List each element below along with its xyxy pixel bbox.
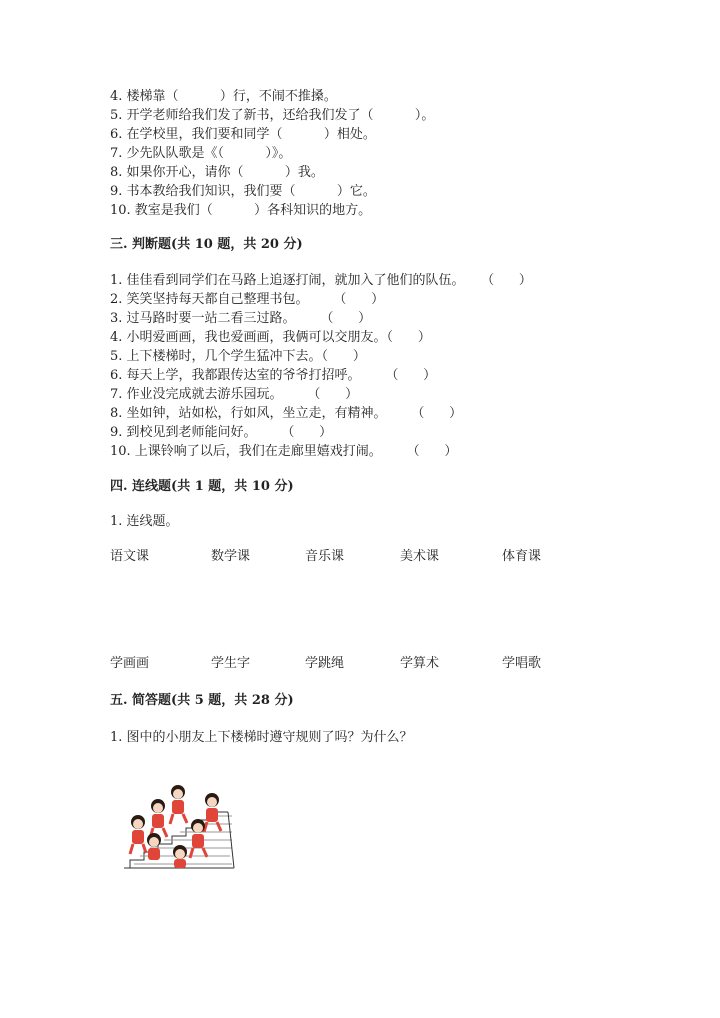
match-bottom-jumprope[interactable]: 学跳绳: [305, 656, 345, 671]
fill-blank-item-10: 10. 教室是我们（ ）各科知识的地方。: [110, 203, 372, 218]
fill-blank-item-5: 5. 开学老师给我们发了新书，还给我们发了（ ）。: [110, 108, 435, 123]
match-top-music[interactable]: 音乐课: [305, 549, 345, 564]
matching-question: 1. 连线题。: [110, 514, 179, 529]
match-top-chinese[interactable]: 语文课: [110, 549, 150, 564]
fill-blank-item-8: 8. 如果你开心，请你（ ）我。: [110, 165, 324, 180]
match-top-math[interactable]: 数学课: [211, 549, 251, 564]
judge-item-10: 10. 上课铃响了以后，我们在走廊里嬉戏打闹。 （ ）: [110, 444, 458, 459]
judge-item-6: 6. 每天上学，我都跟传达室的爷爷打招呼。 （ ）: [110, 368, 437, 383]
judge-item-9: 9. 到校见到老师能问好。 （ ）: [110, 425, 333, 440]
judge-item-5: 5. 上下楼梯时，几个学生猛冲下去。（ ）: [110, 349, 366, 364]
match-top-pe[interactable]: 体育课: [502, 549, 542, 564]
match-bottom-drawing[interactable]: 学画画: [110, 656, 150, 671]
judge-item-2: 2. 笑笑坚持每天都自己整理书包。 （ ）: [110, 292, 385, 307]
fill-blank-item-4: 4. 楼梯靠（ ）行，不闹不推搡。: [110, 89, 337, 104]
match-bottom-words[interactable]: 学生字: [211, 656, 251, 671]
fill-blank-item-9: 9. 书本教给我们知识，我们要（ ）它。: [110, 184, 376, 199]
children-on-stairs-illustration: [120, 782, 238, 874]
judge-item-3: 3. 过马路时要一站二看三过路。 （ ）: [110, 311, 372, 326]
judge-item-1: 1. 佳佳看到同学们在马路上追逐打闹，就加入了他们的队伍。 （ ）: [110, 273, 532, 288]
judge-item-7: 7. 作业没完成就去游乐园玩。 （ ）: [110, 387, 359, 402]
judge-item-8: 8. 坐如钟，站如松，行如风，坐立走，有精神。 （ ）: [110, 406, 463, 421]
section-5-heading: 五. 简答题(共 5 题，共 28 分): [110, 693, 294, 708]
judge-item-4: 4. 小明爱画画，我也爱画画，我俩可以交朋友。（ ）: [110, 330, 431, 345]
match-top-art[interactable]: 美术课: [400, 549, 440, 564]
section-4-heading: 四. 连线题(共 1 题，共 10 分): [110, 479, 294, 494]
match-bottom-arith[interactable]: 学算术: [400, 656, 440, 671]
short-answer-question-1: 1. 图中的小朋友上下楼梯时遵守规则了吗？为什么？: [110, 730, 413, 745]
fill-blank-item-6: 6. 在学校里，我们要和同学（ ）相处。: [110, 127, 376, 142]
fill-blank-item-7: 7. 少先队队歌是《（ ）》。: [110, 146, 292, 161]
match-bottom-singing[interactable]: 学唱歌: [502, 656, 542, 671]
section-3-heading: 三. 判断题(共 10 题，共 20 分): [110, 237, 303, 252]
